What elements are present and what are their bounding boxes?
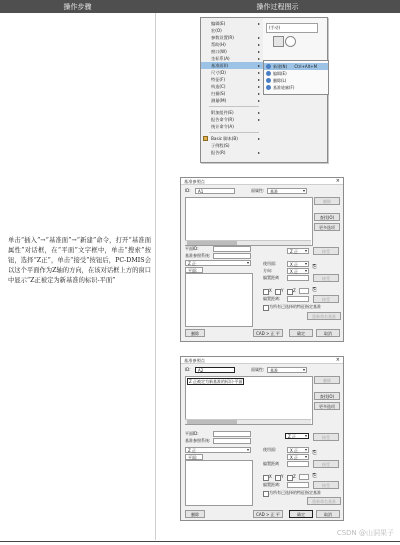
menu-item[interactable]: 报告(R) ▸ [211,150,260,155]
more-options-button[interactable]: 更多选项 [314,223,340,231]
offset-distance-field[interactable] [287,482,309,488]
cancel-button[interactable]: 取消 [316,510,340,518]
axis-x-dropdown[interactable]: X 正 ▾ [287,447,309,453]
ref-system-label: 基准参照系统: [185,438,211,443]
plane-tab-dropdown[interactable]: Z 正 ▾ [185,447,251,453]
table-header [0,0,400,13]
dialog-title: 基准参照点 [181,357,343,364]
offset-field[interactable] [287,461,309,467]
ref-system-field[interactable] [213,253,251,259]
list-scrollbar[interactable] [185,419,311,424]
ref-system-label: 基准参照系统: [185,253,211,258]
plane-id-field[interactable] [213,246,251,252]
rename-datum-button[interactable]: 重新命名基准 [307,312,341,320]
accept-button[interactable]: 接受 [313,274,339,282]
search-button[interactable]: 查找(O) [314,213,340,221]
paste-icon[interactable]: ⎘ [312,450,317,456]
menu-item-datum[interactable]: 基准面(I) ▸ [201,62,263,69]
cad-button[interactable]: CAD > 正 平 [253,329,283,337]
dialog-title: 基准参照点 [181,178,343,185]
menu-separator [209,132,259,133]
checkbox-z-label: Z [293,474,296,479]
accept-button[interactable]: 接受 [313,460,339,468]
toolbar-area [263,18,327,60]
use-face-label: 使用面: [263,261,277,266]
submenu-item-delete[interactable]: 删除(L) [264,77,328,84]
accept-button-top[interactable]: 接受 [313,433,339,441]
offset-label: 偏置距离 [263,275,279,280]
accept-button-top[interactable]: 接受 [313,247,339,255]
apply-button[interactable]: 接受 [313,295,339,303]
checkbox-x-label: X [269,474,272,479]
attr-label: 面属性: [251,188,265,193]
paste-icon[interactable]: ⎘ [312,473,317,479]
datum-icon [266,71,271,76]
datum-submenu [263,60,329,95]
header-illustrations: 操作过程图示 [256,2,299,11]
checkbox-value[interactable] [299,288,309,294]
datum-dialog-2 [180,356,344,521]
cad-button[interactable]: CAD > 正 平 [253,510,283,518]
datum-icon [266,85,271,90]
ok-button[interactable]: 确定 [289,329,313,337]
offset-label: 偏置距离 [263,461,279,466]
ref-system-field[interactable] [213,438,251,444]
delete-button[interactable]: 删除 [314,376,340,384]
attr-dropdown[interactable]: 基准 ▾ [267,367,307,373]
menu-item[interactable]: 尺寸(D) ▸ [211,70,260,75]
axis-y-dropdown[interactable]: X 正 ▾ [287,454,309,460]
datum-icon [266,78,271,83]
checkbox-y-label: Y [281,474,284,479]
menu-separator [209,106,259,107]
offset-distance-label: 偏置距离: [263,296,281,301]
attr-label: 面属性: [251,367,265,372]
id-field[interactable]: A1 [195,188,235,194]
tab-plane[interactable]: 平面: [185,267,203,273]
checkbox-value[interactable] [299,474,309,480]
direction-label: 方向: [263,268,273,273]
table-bottom-rule [0,541,400,542]
plane-id-label: 平面ID: [185,431,199,436]
submenu-item-new[interactable]: 新建(N) Ctrl+Alt+M [264,63,328,70]
sphere-icon [285,36,296,47]
id-label: ID: [185,367,191,372]
assign-all-label: 为所有已选择的特征指定基准 [269,490,321,495]
input-dropdown[interactable]: Z 正 ▾ [287,248,309,254]
delete-button[interactable]: 删除 [314,197,340,205]
plane-list[interactable] [185,460,253,506]
menu-item[interactable]: 报告命令(R) ▸ [211,117,260,122]
menu-item[interactable]: 宏(O) [211,28,222,33]
datum-entry[interactable]: Z 正被定为新基准的标识-平面 [189,379,243,384]
offset-field[interactable] [287,275,309,281]
plane-id-label: 平面ID: [185,246,199,251]
offset-distance-label: 偏置距离: [263,482,281,487]
rename-datum-button[interactable]: 重新命名基准 [307,497,341,505]
menu-item[interactable]: 构造(C) ▸ [211,84,260,89]
plane-id-field[interactable] [213,431,251,437]
assign-all-label: 为所有已选择的特征指定基准 [269,304,321,309]
input-dropdown[interactable]: Z 正 ▾ [285,433,309,439]
menu-item[interactable]: 扫描(S) ▸ [211,91,260,96]
menu-item[interactable]: Basic 脚本(B) ▸ [201,135,263,142]
plane-tab-dropdown[interactable]: Z 正 ▾ [185,260,251,266]
datum-icon [266,64,271,69]
apply-button[interactable]: 接受 [313,481,339,489]
delete-bottom-button[interactable]: 删除 [185,510,205,518]
column-divider [155,13,156,540]
paste-icon[interactable]: ⎘ [312,287,317,293]
probe-icon [273,36,284,47]
menu-item[interactable]: 帮助(H) ▸ [211,42,260,47]
list-scrollbar[interactable] [185,240,311,245]
menu-item[interactable]: 统计命令(A) [211,124,234,129]
menu-item[interactable]: 窗口(W) ▸ [211,49,260,54]
axis-y-dropdown[interactable]: X 正 ▾ [287,268,309,274]
plane-list[interactable] [185,273,253,327]
datum-list[interactable] [185,197,313,246]
close-icon[interactable]: × [335,357,340,363]
watermark: CSDN @山洞果子 [336,529,394,537]
insert-menu-screenshot [200,17,328,163]
close-icon[interactable]: × [335,178,340,184]
script-icon [203,136,208,141]
datum-list[interactable] [185,376,313,425]
menu-item[interactable]: 附加组件(E) ▸ [211,110,260,115]
more-options-button[interactable]: 更多选项 [314,402,340,410]
header-steps: 操作步骤 [63,2,92,11]
menu-item[interactable]: 测量(M) ▸ [211,98,260,103]
menu-item[interactable]: 特征(F) ▸ [211,77,260,82]
submenu-item-profile[interactable]: 基准轮廓(F) [264,84,328,91]
datum-dialog-1 [180,177,344,342]
checkbox-x-label: X [269,288,272,293]
menu-item[interactable]: 坐标系(A) ▸ [211,56,260,61]
cancel-button[interactable]: 取消 [316,329,340,337]
tab-plane[interactable]: 平面: [185,454,203,460]
menu-item[interactable]: 子例程(S) [211,143,230,148]
paste-icon[interactable]: ⎘ [312,264,317,270]
delete-bottom-button[interactable]: 删除 [185,329,205,337]
checkbox-y-label: Y [281,288,284,293]
ok-button[interactable]: 确定 [289,510,313,518]
search-button[interactable]: 查找(O) [314,392,340,400]
offset-distance-field[interactable] [287,296,309,302]
checkbox-z-label: Z [293,288,296,293]
axis-x-dropdown[interactable]: X 正 ▾ [287,261,309,267]
menu-item[interactable]: 参数设置(R) ▸ [211,35,260,40]
submenu-item-edit[interactable]: 编辑(E) [264,70,328,77]
id-field[interactable]: A2 [195,367,235,373]
menu-item[interactable]: 编辑(E) ▸ [211,21,260,26]
id-label: ID: [185,188,191,193]
use-face-label: 使用面: [263,447,277,452]
step-description: 单击“插入”→“基准面”→“新建”命令，打开“基准面属性”对话框，在“平面”文字框中，单击“搜索”按钮，选择“Z正”，单击“接受”按钮后，PC-DMIS会以这个平面作为Z轴的方向，在该对话框上方的窗口中显示“Z正被定为新基准的标识-平面” [8,237,151,284]
mode-dropdown[interactable]: (手动) [266,23,318,33]
attr-dropdown[interactable]: 基准 ▾ [267,188,307,194]
